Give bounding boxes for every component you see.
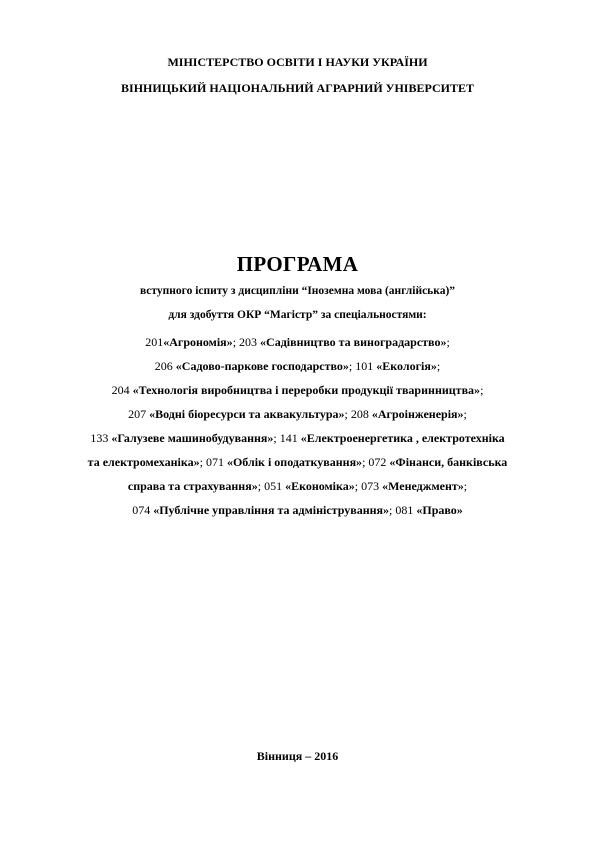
specialty-code: 208 [350,407,372,421]
specialties-line [0,360,595,372]
specialty-code: 207 [128,407,150,421]
specialty-separator: ; [463,407,467,421]
specialty-separator: ; [273,431,280,445]
specialty-code: 201 [145,335,164,349]
specialty-separator: ; [354,479,362,493]
specialty-name: «Облік і оподаткування» [226,455,363,469]
specialty-code: 071 [205,455,227,469]
specialties-line [0,336,595,348]
specialty-name: «Публічне управління та адміністрування» [153,503,390,517]
specialty-code: 074 [132,503,154,517]
specialty-separator: ; [348,359,356,373]
specialty-name: «Галузеве машинобудування» [111,431,274,445]
specialties-line [0,480,595,492]
ministry-heading: МІНІСТЕРСТВО ОСВІТИ І НАУКИ УКРАЇНИ [167,55,428,69]
specialty-code: 133 [90,431,112,445]
specialty-name: «Менеджмент» [382,479,464,493]
specialty-separator: ; [436,359,441,373]
specialty-code: 206 [154,359,176,373]
specialty-separator: ; [344,407,351,421]
specialty-code: 203 [239,335,261,349]
specialties-line [0,384,595,396]
city-year: Вінниця – 2016 [256,749,339,763]
specialty-name: та електромеханіка» [87,455,200,469]
specialty-name: «Агрономія» [163,335,233,349]
specialties-line [0,432,595,444]
exam-subtitle: вступного іспиту з дисципліни “Іноземна мова (англійська)” [139,285,456,297]
document-title: ПРОГРАМА [236,252,359,276]
specialty-name: «Екологія» [376,359,437,373]
specialty-code: 204 [111,383,133,397]
specialty-separator: ; [463,479,468,493]
specialty-code: 101 [355,359,377,373]
specialty-name: «Технологія виробництва і переробки продукції тваринництва» [132,383,481,397]
specialty-name: «Економіка» [285,479,355,493]
specialty-name: «Фінанси, банківська [389,455,508,469]
specialty-separator: ; [480,383,484,397]
specialty-name: справа та страхування» [127,479,258,493]
specialty-separator: ; [362,455,369,469]
specialty-separator: ; [389,503,396,517]
degree-subtitle: для здобуття ОКР “Магістр” за спеціальностями: [168,309,427,321]
specialty-name: «Агроінженерія» [371,407,464,421]
specialty-name: «Садово-паркове господарство» [175,359,349,373]
specialties-line [0,456,595,468]
specialty-separator: ; [446,335,450,349]
specialty-code: 051 [264,479,286,493]
specialty-name: «Водні біоресурси та аквакультура» [149,407,345,421]
specialty-name: «Право» [416,503,463,517]
specialty-separator: ; [232,335,240,349]
specialty-code: 081 [395,503,417,517]
university-heading: ВІННИЦЬКИЙ НАЦІОНАЛЬНИЙ АГРАРНИЙ УНІВЕРСИТЕТ [121,81,474,95]
specialty-code: 141 [279,431,301,445]
specialty-name: «Садівництво та виноградарство» [260,335,447,349]
specialty-name: «Електроенергетика , електротехніка [300,431,505,445]
specialty-code: 073 [361,479,383,493]
specialty-separator: ; [257,479,265,493]
specialties-line [0,408,595,420]
specialty-code: 072 [368,455,390,469]
specialty-separator: ; [199,455,206,469]
specialties-line [0,504,595,516]
